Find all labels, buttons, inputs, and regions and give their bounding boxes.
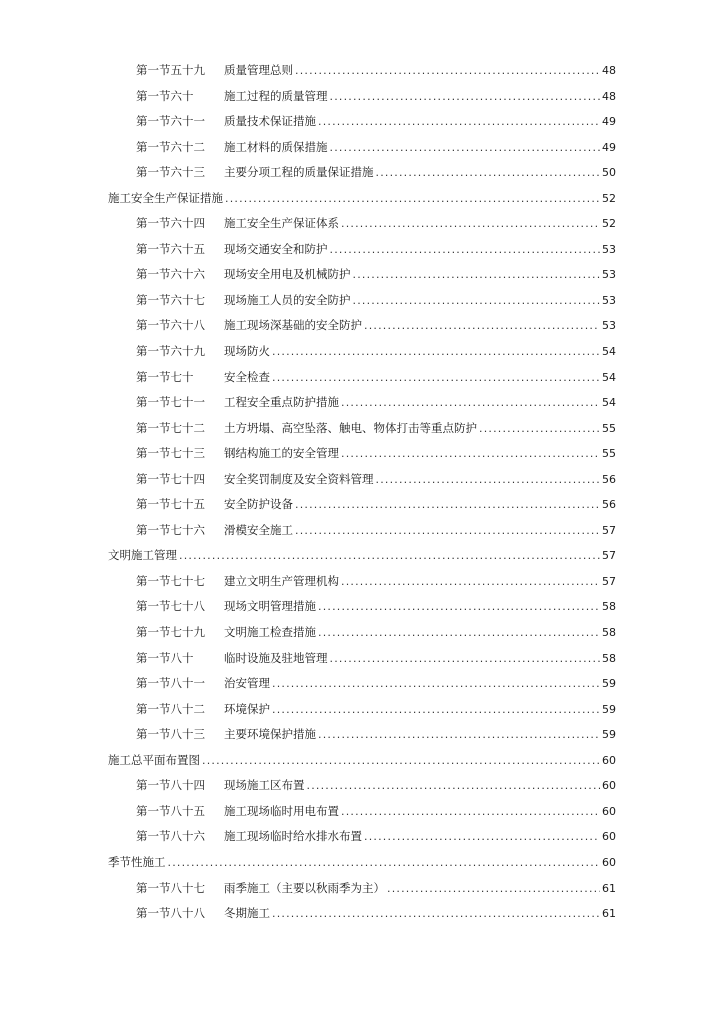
toc-page-number: 52 (602, 217, 616, 231)
toc-page-number: 52 (602, 191, 616, 205)
toc-dot-leader (225, 186, 600, 212)
toc-dot-leader (479, 416, 600, 442)
toc-entry-title: 工程安全重点防护措施 (224, 395, 339, 410)
toc-entry-title: 安全检查 (224, 369, 270, 384)
toc-entry-number: 第一节七十三 (136, 446, 205, 461)
toc-entry-number: 第一节七十四 (136, 471, 205, 486)
toc-page-number: 48 (602, 64, 616, 77)
toc-dot-leader (295, 492, 600, 518)
toc-entry-number: 第一节六十三 (136, 165, 205, 180)
toc-chapter-entry[interactable] (0, 186, 724, 212)
toc-page-number: 57 (602, 549, 616, 563)
toc-page-number: 60 (602, 804, 616, 818)
toc-page-number: 50 (602, 166, 616, 180)
toc-page-number: 56 (602, 498, 616, 512)
toc-entry-title: 环境保护 (224, 701, 270, 716)
toc-dot-leader (168, 850, 601, 876)
toc-entry-number: 第一节八十二 (136, 701, 205, 716)
toc-section-entry[interactable] (0, 135, 724, 161)
toc-entry-number: 第一节七十一 (136, 395, 205, 410)
toc-entry-title: 现场安全用电及机械防护 (224, 267, 351, 282)
toc-entry-number: 第一节七十 (136, 369, 194, 384)
toc-entry-title: 施工现场深基础的安全防护 (224, 318, 362, 333)
toc-section-entry[interactable] (0, 697, 724, 723)
toc-section-entry[interactable] (0, 671, 724, 697)
toc-section-entry[interactable] (0, 876, 724, 902)
toc-entry-title: 文明施工管理 (108, 548, 177, 563)
toc-dot-leader (341, 569, 600, 595)
toc-section-entry[interactable] (0, 773, 724, 799)
toc-entry-title: 施工安全生产保证措施 (108, 190, 223, 205)
toc-page-number: 60 (602, 830, 616, 844)
toc-section-entry[interactable] (0, 441, 724, 467)
toc-section-entry[interactable] (0, 390, 724, 416)
toc-dot-leader (376, 160, 601, 186)
toc-section-entry[interactable] (0, 492, 724, 518)
toc-entry-title: 滑模安全施工 (224, 522, 293, 537)
toc-entry-number: 第一节八十三 (136, 727, 205, 742)
toc-entry-number: 第一节七十七 (136, 573, 205, 588)
toc-entry-number: 第一节八十六 (136, 829, 205, 844)
toc-entry-number: 第一节七十九 (136, 625, 205, 640)
toc-entry-number: 第一节六十九 (136, 344, 205, 359)
toc-entry-title: 现场交通安全和防护 (224, 241, 328, 256)
toc-entry-number: 第一节八十七 (136, 880, 205, 895)
toc-section-entry[interactable] (0, 262, 724, 288)
toc-entry-title: 临时设施及驻地管理 (224, 650, 328, 665)
toc-page-number: 60 (602, 855, 616, 869)
toc-entry-title: 现场文明管理措施 (224, 599, 316, 614)
toc-entry-number: 第一节七十二 (136, 420, 205, 435)
toc-dot-leader (330, 135, 601, 161)
toc-chapter-entry[interactable] (0, 748, 724, 774)
toc-entry-title: 治安管理 (224, 676, 270, 691)
toc-dot-leader (330, 84, 601, 110)
toc-entry-number: 第一节六十七 (136, 292, 205, 307)
toc-section-entry[interactable] (0, 620, 724, 646)
toc-section-entry[interactable] (0, 416, 724, 442)
toc-entry-number: 第一节六十 (136, 88, 194, 103)
toc-section-entry[interactable] (0, 646, 724, 672)
toc-entry-number: 第一节六十六 (136, 267, 205, 282)
toc-section-entry[interactable] (0, 722, 724, 748)
toc-entry-title: 现场施工人员的安全防护 (224, 292, 351, 307)
toc-section-entry[interactable] (0, 160, 724, 186)
toc-entry-title: 文明施工检查措施 (224, 625, 316, 640)
toc-entry-number: 第一节八十四 (136, 778, 205, 793)
toc-dot-leader (318, 722, 600, 748)
toc-entry-title: 质量技术保证措施 (224, 114, 316, 129)
toc-page-number: 57 (602, 523, 616, 537)
toc-entry-title: 现场防火 (224, 344, 270, 359)
toc-dot-leader (353, 262, 601, 288)
toc-section-entry[interactable] (0, 365, 724, 391)
toc-dot-leader (272, 365, 600, 391)
toc-page-number: 54 (602, 370, 616, 384)
toc-chapter-entry[interactable] (0, 543, 724, 569)
toc-dot-leader (318, 594, 600, 620)
toc-page-number: 60 (602, 753, 616, 767)
toc-dot-leader (272, 901, 600, 927)
toc-page-number: 56 (602, 472, 616, 486)
toc-page-number: 61 (602, 907, 616, 921)
toc-dot-leader (330, 237, 601, 263)
toc-page-number: 53 (602, 319, 616, 333)
toc-page-number: 59 (602, 702, 616, 716)
toc-section-entry[interactable] (0, 569, 724, 595)
toc-entry-title: 施工现场临时用电布置 (224, 803, 339, 818)
toc-dot-leader (307, 773, 601, 799)
toc-section-entry[interactable] (0, 58, 724, 84)
toc-section-entry[interactable] (0, 313, 724, 339)
toc-page-number: 59 (602, 677, 616, 691)
toc-entry-number: 第一节七十六 (136, 522, 205, 537)
toc-dot-leader (272, 697, 600, 723)
toc-dot-leader (318, 620, 600, 646)
toc-dot-leader (364, 824, 600, 850)
toc-page-number: 59 (602, 728, 616, 742)
toc-entry-title: 钢结构施工的安全管理 (224, 446, 339, 461)
toc-chapter-entry[interactable] (0, 850, 724, 876)
toc-entry-number: 第一节八十 (136, 650, 194, 665)
toc-entry-title: 建立文明生产管理机构 (224, 573, 339, 588)
toc-dot-leader (272, 671, 600, 697)
toc-entry-number: 第一节八十一 (136, 676, 205, 691)
toc-page-number: 55 (602, 447, 616, 461)
toc-dot-leader (202, 748, 600, 774)
toc-page-number: 49 (602, 140, 616, 154)
toc-dot-leader (295, 58, 600, 84)
toc-entry-number: 第一节六十二 (136, 139, 205, 154)
toc-dot-leader (341, 211, 600, 237)
toc-page-number: 53 (602, 293, 616, 307)
toc-section-entry[interactable] (0, 237, 724, 263)
toc-page-number: 57 (602, 574, 616, 588)
toc-entry-title: 施工过程的质量管理 (224, 88, 328, 103)
toc-entry-number: 第一节六十五 (136, 241, 205, 256)
toc-page-number: 54 (602, 396, 616, 410)
toc-dot-leader (330, 646, 601, 672)
toc-dot-leader (272, 339, 600, 365)
toc-page-number: 58 (602, 651, 616, 665)
toc-dot-leader (376, 467, 601, 493)
toc-dot-leader (353, 288, 601, 314)
toc-section-entry[interactable] (0, 339, 724, 365)
toc-entry-title: 主要环境保护措施 (224, 727, 316, 742)
toc-page-number: 53 (602, 268, 616, 282)
toc-page-number: 58 (602, 626, 616, 640)
toc-entry-title: 施工材料的质保措施 (224, 139, 328, 154)
table-of-contents (0, 58, 724, 927)
toc-entry-number: 第一节六十四 (136, 216, 205, 231)
toc-entry-title: 安全奖罚制度及安全资料管理 (224, 471, 374, 486)
toc-page-number: 49 (602, 115, 616, 129)
toc-entry-title: 季节性施工 (108, 854, 166, 869)
toc-page-number: 60 (602, 779, 616, 793)
toc-section-entry[interactable] (0, 84, 724, 110)
toc-entry-title: 安全防护设备 (224, 497, 293, 512)
toc-section-entry[interactable] (0, 518, 724, 544)
toc-section-entry[interactable] (0, 288, 724, 314)
toc-entry-title: 雨季施工（主要以秋雨季为主） (224, 880, 385, 895)
toc-entry-title: 施工安全生产保证体系 (224, 216, 339, 231)
toc-dot-leader (341, 799, 600, 825)
toc-entry-title: 主要分项工程的质量保证措施 (224, 165, 374, 180)
toc-page-number: 53 (602, 242, 616, 256)
toc-section-entry[interactable] (0, 467, 724, 493)
toc-dot-leader (364, 313, 600, 339)
toc-entry-title: 土方坍塌、高空坠落、触电、物体打击等重点防护 (224, 420, 477, 435)
toc-page-number: 54 (602, 345, 616, 359)
toc-entry-number: 第一节五十九 (136, 63, 205, 77)
toc-entry-title: 质量管理总则 (224, 63, 293, 77)
toc-page-number: 48 (602, 89, 616, 103)
toc-entry-number: 第一节八十五 (136, 803, 205, 818)
toc-dot-leader (341, 390, 600, 416)
toc-entry-number: 第一节七十八 (136, 599, 205, 614)
toc-section-entry[interactable] (0, 109, 724, 135)
toc-section-entry[interactable] (0, 594, 724, 620)
toc-page-number: 55 (602, 421, 616, 435)
toc-section-entry[interactable] (0, 901, 724, 927)
toc-dot-leader (387, 876, 600, 902)
toc-page-number: 58 (602, 600, 616, 614)
toc-section-entry[interactable] (0, 799, 724, 825)
toc-section-entry[interactable] (0, 824, 724, 850)
toc-entry-title: 施工现场临时给水排水布置 (224, 829, 362, 844)
toc-entry-number: 第一节七十五 (136, 497, 205, 512)
toc-dot-leader (295, 518, 600, 544)
toc-page-number: 61 (602, 881, 616, 895)
toc-entry-number: 第一节八十八 (136, 906, 205, 921)
toc-entry-number: 第一节六十八 (136, 318, 205, 333)
toc-dot-leader (179, 543, 600, 569)
toc-entry-number: 第一节六十一 (136, 114, 205, 129)
toc-entry-title: 冬期施工 (224, 906, 270, 921)
toc-dot-leader (341, 441, 600, 467)
toc-dot-leader (318, 109, 600, 135)
toc-section-entry[interactable] (0, 211, 724, 237)
toc-entry-title: 现场施工区布置 (224, 778, 305, 793)
toc-entry-title: 施工总平面布置图 (108, 752, 200, 767)
